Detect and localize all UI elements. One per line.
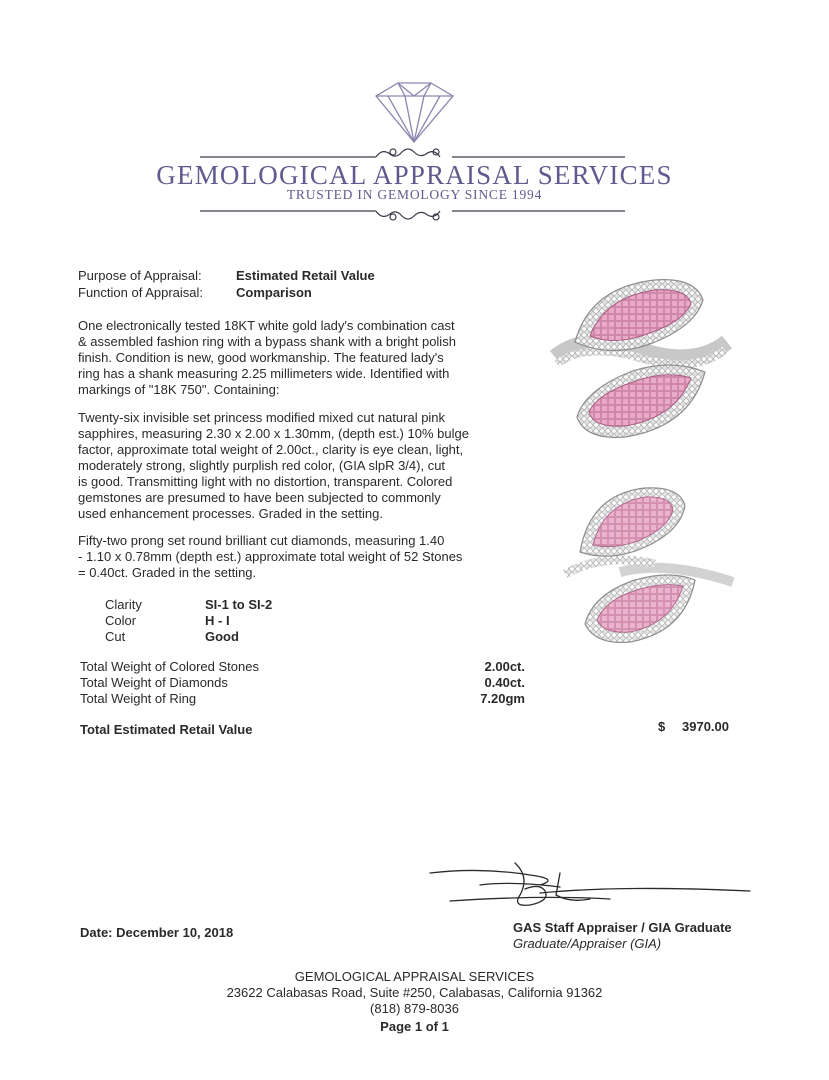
company-tagline: TRUSTED IN GEMOLOGY SINCE 1994 xyxy=(286,187,543,202)
color-value: H - I xyxy=(205,613,230,628)
cut-value: Good xyxy=(205,629,239,644)
ring-photo-top xyxy=(545,272,735,447)
text-line: finish. Condition is new, good workmanship. The featured lady's xyxy=(78,350,444,365)
ring-weight-label: Total Weight of Ring xyxy=(80,691,197,706)
text-line: markings of "18K 750". Containing: xyxy=(78,382,280,397)
text-line: Twenty-six invisible set princess modified mixed cut natural pink xyxy=(78,410,446,425)
total-value-amount: 3970.00 xyxy=(682,719,729,734)
text-line: Fifty-two prong set round brilliant cut diamonds, measuring 1.40 xyxy=(78,533,445,548)
ring-weight-value: 7.20gm xyxy=(480,691,525,706)
total-value-label: Total Estimated Retail Value xyxy=(80,722,253,737)
text-line: sapphires, measuring 2.30 x 2.00 x 1.30mm, (depth est.) 10% bulge xyxy=(78,426,469,441)
text-line: = 0.40ct. Graded in the setting. xyxy=(78,565,257,580)
footer-company: GEMOLOGICAL APPRAISAL SERVICES xyxy=(294,969,535,984)
purpose-value: Estimated Retail Value xyxy=(236,268,375,283)
colored-stones-weight-label: Total Weight of Colored Stones xyxy=(80,659,259,674)
appraisal-date: Date: December 10, 2018 xyxy=(80,925,234,940)
diamond-description xyxy=(78,533,478,581)
footer-address: 23622 Calabasas Road, Suite #250, Calabasas, California 91362 xyxy=(226,985,603,1000)
appraiser-signature xyxy=(420,855,760,920)
text-line: - 1.10 x 0.78mm (depth est.) approximate total weight of 52 Stones xyxy=(78,549,463,564)
appraiser-subtitle: Graduate/Appraiser (GIA) xyxy=(513,936,662,951)
sapphire-description xyxy=(78,410,478,522)
diamonds-weight-label: Total Weight of Diamonds xyxy=(80,675,228,690)
cut-label: Cut xyxy=(105,629,126,644)
appraiser-title: GAS Staff Appraiser / GIA Graduate xyxy=(513,920,732,935)
function-value: Comparison xyxy=(236,285,312,300)
text-line: used enhancement processes. Graded in the setting. xyxy=(78,506,383,521)
company-logo xyxy=(0,0,829,240)
text-line: & assembled fashion ring with a bypass shank with a bright polish xyxy=(78,334,456,349)
ring-description xyxy=(78,318,478,398)
clarity-value: SI-1 to SI-2 xyxy=(205,597,273,612)
clarity-label: Clarity xyxy=(105,597,142,612)
text-line: gemstones are presumed to have been subjected to commonly xyxy=(78,490,441,505)
text-line: is good. Transmitting light with no distortion, transparent. Colored xyxy=(78,474,453,489)
diamonds-weight-value: 0.40ct. xyxy=(484,675,525,690)
page-number: Page 1 of 1 xyxy=(380,1019,449,1034)
purpose-label: Purpose of Appraisal: xyxy=(78,268,202,283)
text-line: moderately strong, slightly purplish red color, (GIA slpR 3/4), cut xyxy=(78,458,446,473)
text-line: factor, approximate total weight of 2.00ct., clarity is eye clean, light, xyxy=(78,442,464,457)
text-line: One electronically tested 18KT white gold lady's combination cast xyxy=(78,318,455,333)
function-label: Function of Appraisal: xyxy=(78,285,204,300)
text-line: ring has a shank measuring 2.25 millimeters wide. Identified with xyxy=(78,366,450,381)
diamond-icon xyxy=(376,83,453,142)
colored-stones-weight-value: 2.00ct. xyxy=(484,659,525,674)
currency-symbol: $ xyxy=(658,719,666,734)
color-label: Color xyxy=(105,613,137,628)
ring-photo-bottom xyxy=(545,482,735,652)
bottom-divider xyxy=(200,211,625,220)
footer-phone: (818) 879-8036 xyxy=(370,1001,459,1016)
top-divider xyxy=(200,149,625,157)
company-name: GEMOLOGICAL APPRAISAL SERVICES xyxy=(156,160,673,190)
